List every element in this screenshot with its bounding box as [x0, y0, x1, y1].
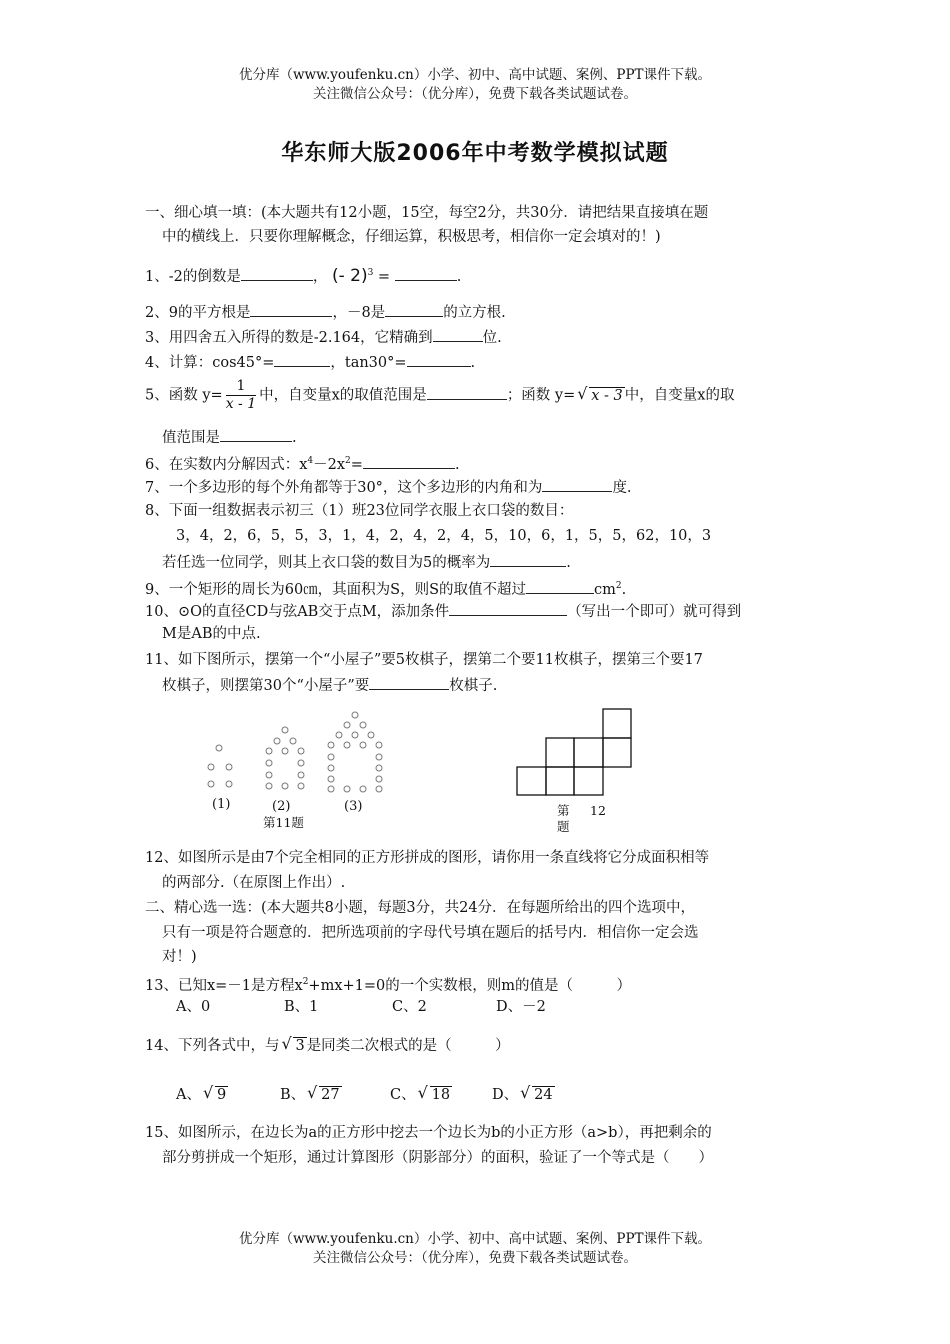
option-b[interactable]: B、√ 27 — [280, 1085, 390, 1105]
question-5-cont: 值范围是 . — [162, 426, 297, 448]
question-9: 9、一个矩形的周长为60㎝，其面积为S，则S的取值不超过 $cm^2$. — [145, 576, 626, 600]
square — [517, 767, 546, 795]
question-8-cont: 若任选一位同学，则其上衣口袋的数目为5的概率为 . — [162, 551, 571, 573]
answer-blank[interactable] — [427, 384, 507, 400]
question-6: 6、在实数内分解因式：$x^4-2x^2=$ . — [145, 451, 460, 475]
answer-blank[interactable] — [407, 351, 471, 367]
answer-blank[interactable] — [395, 265, 457, 281]
stone — [226, 764, 232, 770]
figure-12-squares[interactable] — [512, 705, 642, 840]
stone — [282, 727, 288, 733]
option-a[interactable]: A、0 — [176, 999, 211, 1015]
answer-blank[interactable] — [385, 301, 443, 317]
answer-blank[interactable] — [526, 578, 594, 594]
stone — [328, 765, 334, 771]
fig12-caption-2: 12 — [590, 803, 606, 818]
question-11: 11、如下图所示，摆第一个“小屋子”要5枚棋子，摆第二个要11枚棋子，摆第三个要17 — [145, 652, 703, 668]
square — [546, 738, 574, 767]
answer-blank[interactable] — [363, 453, 455, 469]
stone — [328, 786, 334, 792]
answer-blank[interactable] — [250, 301, 332, 317]
question-13-options — [176, 997, 546, 1017]
stone — [298, 783, 304, 789]
fig12-caption-3: 题 — [557, 819, 570, 834]
question-12-cont: 的两部分.（在原图上作出）. — [162, 875, 346, 891]
option-d[interactable]: D、－2 — [496, 999, 546, 1015]
fig11-label-2: (2) — [272, 799, 291, 814]
question-1: 1、-2的倒数是 ， (- 2)$^3$ = . — [145, 265, 462, 286]
fraction: $\frac{1}{x - 1}$ — [225, 378, 257, 412]
stone — [266, 783, 272, 789]
answer-blank[interactable] — [449, 600, 567, 616]
stone — [216, 745, 222, 751]
stone — [208, 781, 214, 787]
footer-line-2: 关注微信公众号：（优分库），免费下载各类试题试卷。 — [313, 1250, 637, 1266]
stone — [344, 786, 350, 792]
answer-blank[interactable] — [433, 326, 483, 342]
question-7: 7、一个多边形的每个外角都等于30°，这个多边形的内角和为 度. — [145, 476, 632, 498]
stone — [328, 742, 334, 748]
question-10-cont: M是AB的中点. — [162, 626, 261, 642]
section2-intro-3: 对！) — [162, 949, 197, 965]
question-8: 8、下面一组数据表示初三（1）班23位同学衣服上衣口袋的数目： — [145, 503, 574, 519]
square — [574, 738, 603, 767]
stone — [360, 786, 366, 792]
question-12: 12、如图所示是由7个完全相同的正方形拼成的图形，请你用一条直线将它分成面积相等 — [145, 850, 710, 866]
stone — [328, 754, 334, 760]
header-line-1: 优分库（www.youfenku.cn）小学、初中、高中试题、案例、PPT课件下载。 — [238, 67, 712, 83]
stone — [376, 754, 382, 760]
fig11-caption: 第11题 — [263, 815, 304, 830]
stone — [298, 760, 304, 766]
stone — [282, 783, 288, 789]
fig11-label-3: (3) — [344, 799, 363, 814]
stone — [208, 764, 214, 770]
square — [546, 767, 574, 795]
option-d[interactable]: D、√ 24 — [492, 1085, 555, 1105]
question-14-options — [176, 1085, 555, 1105]
section2-intro-1: 二、精心选一选：(本大题共8小题，每题3分，共24分．在每题所给出的四个选项中， — [145, 900, 696, 916]
question-5: 5、函数 y= $\frac{1}{x - 1}$ 中，自变量x的取值范围是 ；函数 y=√ x - 3 中，自变量x的取 — [145, 378, 734, 413]
stone — [344, 742, 350, 748]
stone — [226, 781, 232, 787]
stone — [376, 742, 382, 748]
option-b[interactable]: B、1 — [284, 999, 319, 1015]
stone — [360, 722, 366, 728]
question-13: 13、已知x=－1是方程$x^2+mx+1=0$的一个实数根，则m的值是（ ） — [145, 977, 631, 994]
option-c[interactable]: C、2 — [392, 999, 427, 1015]
question-14: 14、下列各式中，与√ 3 是同类二次根式的是（ ） — [145, 1036, 510, 1056]
question-15-cont: 部分剪拼成一个矩形，通过计算图形（阴影部分）的面积，验证了一个等式是（ ） — [162, 1150, 713, 1166]
stone — [274, 738, 280, 744]
stone — [298, 772, 304, 778]
figure-11-houses — [195, 705, 395, 835]
stone — [368, 732, 374, 738]
question-10: 10、⊙O的直径CD与弦AB交于点M，添加条件 （写出一个即可）就可得到 — [145, 600, 741, 622]
question-8-data: 3，4，2，6，5，5，3，1，4，2，4，2，4，5，10，6，1，5，5，62，10，3 — [176, 528, 712, 544]
answer-blank[interactable] — [490, 551, 566, 567]
stone — [298, 748, 304, 754]
answer-blank[interactable] — [220, 426, 292, 442]
answer-blank[interactable] — [542, 476, 612, 492]
page-title: 华东师大版2006年中考数学模拟试题 — [281, 141, 669, 166]
stone — [266, 772, 272, 778]
question-4: 4、计算：cos45°= ，tan30°= . — [145, 351, 475, 373]
stone — [360, 742, 366, 748]
question-2: 2、9的平方根是 ，－8是 的立方根. — [145, 301, 506, 323]
stone — [376, 765, 382, 771]
footer-line-1: 优分库（www.youfenku.cn）小学、初中、高中试题、案例、PPT课件下载。 — [238, 1231, 712, 1247]
answer-blank[interactable] — [241, 265, 313, 281]
stone — [282, 748, 288, 754]
option-c[interactable]: C、√ 18 — [390, 1085, 492, 1105]
square — [603, 709, 631, 738]
stone — [376, 776, 382, 782]
square — [574, 767, 603, 795]
square — [603, 738, 631, 767]
sqrt-expression: √ 3 — [281, 1036, 306, 1056]
stone — [352, 732, 358, 738]
question-15: 15、如图所示，在边长为a的正方形中挖去一个边长为b的小正方形（a>b），再把剩余的 — [145, 1125, 712, 1141]
stone — [266, 748, 272, 754]
answer-blank[interactable] — [369, 674, 449, 690]
stone — [344, 722, 350, 728]
stone — [336, 732, 342, 738]
option-a[interactable]: A、√ 9 — [176, 1085, 280, 1105]
stone — [266, 760, 272, 766]
answer-blank[interactable] — [274, 351, 330, 367]
section1-intro-1: 一、细心填一填：(本大题共有12小题，15空，每空2分，共30分．请把结果直接填在题 — [145, 205, 709, 221]
stone — [290, 738, 296, 744]
sqrt-expression: √ x - 3 — [577, 386, 625, 406]
stone — [352, 712, 358, 718]
section1-intro-2: 中的横线上．只要你理解概念，仔细运算，积极思考，相信你一定会填对的！) — [162, 229, 661, 245]
section2-intro-2: 只有一项是符合题意的．把所选项前的字母代号填在题后的括号内．相信你一定会选 — [162, 925, 699, 941]
fig11-label-1: (1) — [212, 797, 231, 812]
stone — [376, 786, 382, 792]
fig12-caption-1: 第 — [557, 803, 570, 818]
header-line-2: 关注微信公众号：（优分库），免费下载各类试题试卷。 — [313, 86, 637, 102]
question-3: 3、用四舍五入所得的数是-2.164，它精确到 位. — [145, 326, 502, 348]
stone — [328, 776, 334, 782]
question-11-cont: 枚棋子，则摆第30个“小屋子”要 枚棋子. — [162, 674, 497, 696]
